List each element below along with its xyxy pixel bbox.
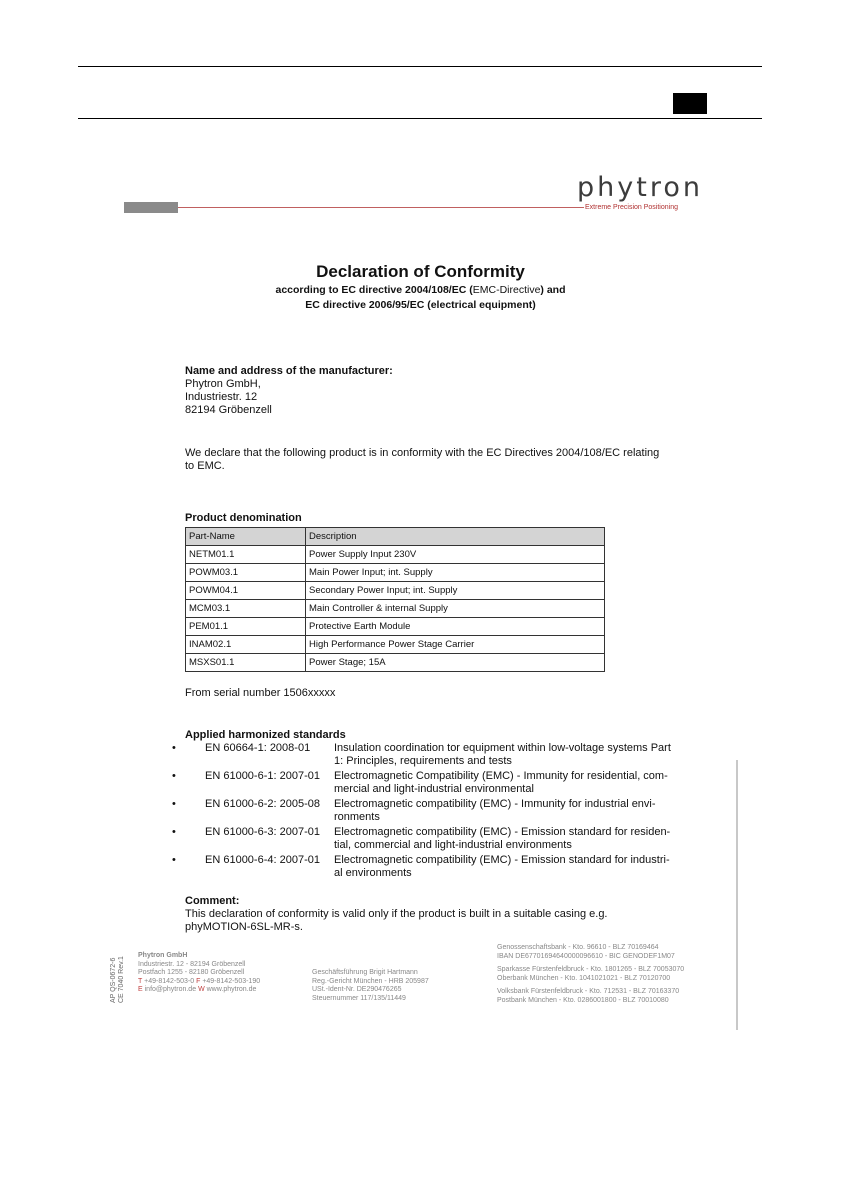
part-name-cell: MSXS01.1 bbox=[186, 654, 306, 672]
table-header-row bbox=[186, 528, 605, 546]
footer-phone-fax: T +49-8142-503-0 F +49-8142-503-190 bbox=[138, 977, 261, 985]
bullet-icon: • bbox=[172, 826, 176, 838]
letterhead-red-line bbox=[178, 207, 584, 208]
part-name-cell: NETM01.1 bbox=[186, 546, 306, 564]
logo-tagline: Extreme Precision Positioning bbox=[585, 204, 678, 211]
standard-code: EN 61000-6-2: 2005-08 bbox=[205, 798, 320, 810]
footer-bank-line: IBAN DE67701694640000096610 - BIC GENODEF1M07 bbox=[497, 952, 675, 960]
standards-heading: Applied harmonized standards bbox=[185, 729, 346, 741]
footer-company-block bbox=[138, 952, 260, 995]
standard-description: Electromagnetic Compatibility (EMC) - Immunity for residential, com- mercial and light-industrial environmental bbox=[334, 770, 668, 795]
document-title: Declaration of Conformity bbox=[316, 262, 525, 281]
column-header: Description bbox=[306, 528, 605, 546]
part-name-cell: POWM04.1 bbox=[186, 582, 306, 600]
footer-bank-block bbox=[497, 944, 684, 1005]
manufacturer-line: Phytron GmbH, bbox=[185, 378, 261, 390]
description-cell: High Performance Power Stage Carrier bbox=[306, 636, 605, 654]
footer-management-line: Reg.-Gericht München - HRB 205987 bbox=[312, 977, 429, 985]
letterhead-grey-block bbox=[124, 202, 178, 213]
manufacturer-heading: Name and address of the manufacturer: bbox=[185, 365, 393, 377]
table-row bbox=[186, 564, 605, 582]
table-row bbox=[186, 654, 605, 672]
description-cell: Power Stage; 15A bbox=[306, 654, 605, 672]
description-cell: Protective Earth Module bbox=[306, 618, 605, 636]
product-table bbox=[185, 527, 605, 672]
standard-description: Insulation coordination tor equipment within low-voltage systems Part 1: Principles, requirements and tests bbox=[334, 742, 671, 767]
table-row bbox=[186, 636, 605, 654]
standard-description: Electromagnetic compatibility (EMC) - Emission standard for industri- al environments bbox=[334, 854, 670, 879]
footer-management-line: USt.-Ident-Nr. DE290476265 bbox=[312, 986, 402, 993]
part-name-cell: INAM02.1 bbox=[186, 636, 306, 654]
header-rule-bottom bbox=[78, 118, 762, 119]
description-cell: Power Supply Input 230V bbox=[306, 546, 605, 564]
manufacturer-line: 82194 Gröbenzell bbox=[185, 404, 272, 416]
comment-text: phyMOTION-6SL-MR-s. bbox=[185, 921, 303, 933]
footer-company-name: Phytron GmbH bbox=[138, 952, 188, 959]
footer-bank-line: Genossenschaftsbank - Kto. 96610 - BLZ 70169464 bbox=[497, 944, 659, 951]
part-name-cell: PEM01.1 bbox=[186, 618, 306, 636]
phytron-logo: phytron bbox=[577, 172, 703, 203]
serial-number-text: From serial number 1506xxxxx bbox=[185, 687, 336, 699]
table-row bbox=[186, 546, 605, 564]
header-rule-top bbox=[78, 66, 762, 67]
comment-text: This declaration of conformity is valid only if the product is built in a suitable casing e.g. bbox=[185, 908, 608, 920]
footer-form-number: AP QS-0672-6 CE 7040 Rev.1 bbox=[110, 956, 125, 1003]
footer-management-block bbox=[312, 969, 429, 1003]
footer-bank-line: Oberbank München - Kto. 1041021021 - BLZ 70120700 bbox=[497, 974, 671, 982]
footer-bank-line: Volksbank Fürstenfeldbruck - Kto. 712531 - BLZ 70163370 bbox=[497, 988, 680, 995]
footer-management-line: Geschäftsführung Brigit Hartmann bbox=[312, 969, 418, 976]
description-cell: Secondary Power Input; int. Supply bbox=[306, 582, 605, 600]
comment-heading: Comment: bbox=[185, 895, 240, 907]
declaration-text: We declare that the following product is in conformity with the EC Directives 2004/108/EC relating bbox=[185, 447, 660, 459]
table-row bbox=[186, 618, 605, 636]
declaration-text: to EMC. bbox=[185, 460, 225, 472]
footer-bank-line: Sparkasse Fürstenfeldbruck - Kto. 1801265 - BLZ 70053070 bbox=[497, 966, 685, 973]
table-row bbox=[186, 582, 605, 600]
subtitle-line-1: according to EC directive 2004/108/EC (EMC-Directive) and bbox=[275, 284, 566, 296]
bullet-icon: • bbox=[172, 798, 176, 810]
standard-code: EN 60664-1: 2008-01 bbox=[205, 742, 311, 754]
bullet-icon: • bbox=[172, 854, 176, 866]
table-row bbox=[186, 600, 605, 618]
part-name-cell: MCM03.1 bbox=[186, 600, 306, 618]
footer-bank-line: Postbank München - Kto. 0286001800 - BLZ 70010080 bbox=[497, 996, 669, 1004]
column-header: Part-Name bbox=[186, 528, 306, 546]
part-name-cell: POWM03.1 bbox=[186, 564, 306, 582]
page-marker-box bbox=[673, 93, 707, 114]
standard-code: EN 61000-6-1: 2007-01 bbox=[205, 770, 320, 782]
standard-description: Electromagnetic compatibility (EMC) - Immunity for industrial envi- ronments bbox=[334, 798, 656, 823]
description-cell: Main Controller & internal Supply bbox=[306, 600, 605, 618]
subtitle-line-2: EC directive 2006/95/EC (electrical equipment) bbox=[305, 299, 536, 311]
description-cell: Main Power Input; int. Supply bbox=[306, 564, 605, 582]
standard-description: Electromagnetic compatibility (EMC) - Emission standard for residen- tial, commercial and light-industrial environments bbox=[334, 826, 671, 851]
manufacturer-line: Industriestr. 12 bbox=[185, 391, 258, 403]
footer-management-line: Steuernummer 117/135/11449 bbox=[312, 994, 406, 1002]
standard-code: EN 61000-6-4: 2007-01 bbox=[205, 854, 320, 866]
standard-code: EN 61000-6-3: 2007-01 bbox=[205, 826, 320, 838]
product-heading: Product denomination bbox=[185, 512, 302, 524]
bullet-icon: • bbox=[172, 742, 176, 754]
bullet-icon: • bbox=[172, 770, 176, 782]
footer-contact: E info@phytron.de W www.phytron.de bbox=[138, 986, 257, 993]
footer-address: Industriestr. 12 - 82194 Gröbenzell bbox=[138, 960, 246, 968]
footer-address: Postfach 1255 - 82180 Gröbenzell bbox=[138, 969, 245, 976]
